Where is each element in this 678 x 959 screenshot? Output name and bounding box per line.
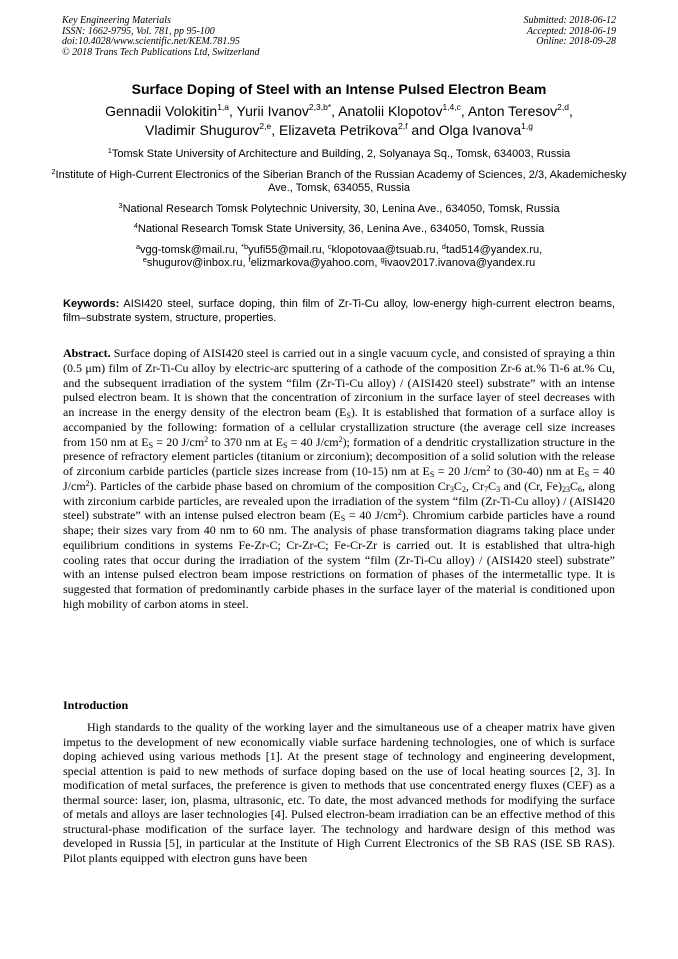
accepted-date: Accepted: 2018-06-19 [526,25,616,37]
email-address[interactable]: tad514@yandex.ru [445,243,540,256]
author-name: Olga Ivanova [438,122,522,138]
copyright-line: © 2018 Trans Tech Publications Ltd, Switzerland [62,46,260,58]
affiliation-text: National Research Tomsk State University, 36, Lenina Ave., 634050, Tomsk, Russia [137,223,545,235]
paper-title: Surface Doping of Steel with an Intense Pulsed Electron Beam [131,81,547,97]
email[interactable]: $^{*b}$yufi55@mail.ru [241,241,322,256]
author-sup: 1,4,c [442,102,461,112]
affiliation-text: Tomsk State University of Architecture and Building, 2, Solyanaya Sq., Tomsk, 634003, Russia [111,148,571,160]
author-name: Gennadii Volokitin [105,103,218,119]
journal-name: Key Engineering Materials [62,15,171,26]
email[interactable]: $^g$ivaov2017.ivanova@yandex.ru [380,255,536,269]
email-address[interactable]: shugurov@inbox.ru [146,257,243,269]
author: Gennadii Volokitin$^{1,a}$, [105,102,237,119]
author-sup: 1,g [521,121,533,131]
author-list [40,102,638,140]
affiliation-sup: 2 [51,166,56,176]
affiliation [50,223,628,237]
author: Anatolii Klopotov$^{1,4,c}$, [338,102,468,119]
email-address[interactable]: vgg-tomsk@mail.ru [140,243,235,256]
affiliation [50,166,628,196]
email-address[interactable]: klopotovaa@tsuab.ru [331,243,436,256]
keywords-text: AISI420 steel, surface doping, thin film of Zr-Ti-Cu alloy, low-energy high-current electron beams, film–substrate system, structure, properties. [63,298,615,324]
author-sup: 1,a [217,102,230,112]
author: Yurii Ivanov$^{2,3,b*}$, [236,102,339,119]
affiliation-sup: 3 [118,200,123,210]
author: Anton Teresov$^{2,d}$, [467,102,573,119]
publication-info [62,16,260,58]
affiliation [50,200,628,217]
author-name: Anton Teresov [467,103,558,119]
affiliation-text: National Research Tomsk Polytechnic University, 30, Lenina Ave., 634050, Tomsk, Russia [122,202,560,215]
email[interactable]: $^e$shugurov@inbox.ru [142,255,243,269]
email-address[interactable]: elizmarkova@yahoo.com [250,257,375,269]
author-sup: 2,f [398,121,408,131]
email[interactable]: $^f$elizmarkova@yahoo.com [248,255,375,269]
affiliation [50,148,628,162]
submitted-date: Submitted: 2018-06-12 [523,15,616,26]
introduction-paragraph: High standards to the quality of the working layer and the simultaneous use of a cheaper matrix have given impetus to the development of new economically viable surface hardening technologies, one of which is surface doping achieved using various methods [1]. At the present stage of technology and engineering development, special attention is paid to new methods of surface doping based on the use of local heating sources [2, 3]. In modification of metal surfaces, the preference is given to methods that use concentrated energy fluxes (CEF) as a thermal source: laser, ion, plasma, ultrasonic, etc. To date, the most advanced methods for modifying the surface of metals and alloys are laser technologies [4]. Pulsed electron-beam irradiation can be an effective method of this structural-phase modification of the surface layer. The technology and hardware design of this method was developed in Russia [5], in particular at the Institute of High Current Electronics of the SB RAS (ISE SB RAS). Pilot plants equipped with electron guns have been [63,720,615,865]
affiliation-text: Institute of High-Current Electronics of the Siberian Branch of the Russian Academy of Sciences, 2/3, Akademichesky Ave., Tomsk, 634055, Russia [55,168,627,194]
keywords-paragraph [63,298,615,325]
author-sup: 2,e [259,121,272,131]
introduction-heading: Introduction [63,698,129,712]
author-name: Yurii Ivanov [236,103,309,119]
author-sup: 2,d [557,102,569,112]
publication-dates [524,16,617,48]
abstract-label: Abstract. [63,346,111,360]
email-address[interactable]: yufi55@mail.ru [248,243,322,256]
keywords-label: Keywords: [63,298,120,310]
author-name: Elizaveta Petrikova [279,122,399,138]
author: Vladimir Shugurov$^{2,e}$, [145,121,279,138]
email[interactable]: $^c$klopotovaa@tsuab.ru [327,241,436,256]
doi-line: doi:10.4028/www.scientific.net/KEM.781.95 [62,36,240,47]
abstract-text: Surface doping of AISI420 steel is carried out in a single vacuum cycle, and consisted of spraying a thin (0.5 μm) film of Zr-Ti-Cu alloy by electric-arc sputtering of a cathode of the composition Zr-6 at.% Ti-6 at.% Cu, and the subsequent irradiation of the system “film (Zr-Ti-Cu alloy) / (AISI420 steel) substrate” with an intense pulsed electron beam. It is shown that the concentration of zirconium in the surface layer of steel decreases with an increase in the energy density of the electron beam $(E_S)$. It is established that formation of a surface alloy is accompanied by the following: formation of a cellular crystallization structure (the average cell size increases from 150 nm at $E_S = 20$ $J/cm^2$ to 370 nm at $E_S = 40$ $J/cm^2$); formation of a dendritic crystallization structure in the presence of refractory element particles (titanium or zirconium); decomposition of a solid solution with the release of zirconium carbide particles (particle sizes increase from (10-15) nm at $E_S = 20$ $J/cm^2$ to (30-40) nm at $E_S = 40$ $J/cm^2$). Particles of the carbide phase based on chromium of the composition $Cr_3C_2$, $Cr_7C_3$ and (Cr, $Fe)_{23}C_6$, along with zirconium carbide particles, are revealed upon the irradiation of the system “film (Zr-Ti-Cu alloy) / (AISI420 steel) substrate” with an intense pulsed electron beam ($E_S = 40$ $J/cm^2$). Chromium carbide particles have a round shape; their sizes vary from 40 nm to 60 nm. The analysis of phase transformation diagrams taking place under equilibrium conditions in systems Fe-Zr-C; Cr-Zr-C; Fe-Cr-Zr is carried out. It is established that ultra-high cooling rates that occur during the irradiation of the system “film (Zr-Ti-Cu alloy) / (AISI420 steel) substrate” with an intense pulsed electron beam impose restrictions on formation of phases of the intermetallic type. It is suggested that formation of predominantly carbide phases in the surface layer of the material is conditioned upon high mobility of carbon atoms in steel. [63,346,616,611]
online-date: Online: 2018-09-28 [536,36,616,47]
issn-line: ISSN: 1662-9795, Vol. 781, pp 95-100 [62,25,215,37]
author [439,122,533,138]
author-sup: 2,3,b* [308,102,332,112]
email-address[interactable]: ivaov2017.ivanova@yandex.ru [384,257,536,269]
email[interactable]: $^d$tad514@yandex.ru [441,241,540,256]
author: Elizaveta Petrikova$^{2,f}$ and [279,121,439,138]
affiliation-list [50,148,628,271]
author-name: Vladimir Shugurov [145,122,260,138]
abstract-paragraph [63,346,615,612]
affiliation-sup: 4 [133,221,138,230]
affiliation-sup: 1 [107,146,112,155]
email[interactable]: $^a$vgg-tomsk@mail.ru [135,241,235,256]
email-list: $^a$vgg-tomsk@mail.ru, $^{*b}$yufi55@mail.ru, $^c$klopotovaa@tsuab.ru, $^d$tad514@yandex.ru, $^e$shugurov@inbox.ru, $^f$elizmarkova@yahoo.com, $^g$ivaov2017.ivanova@yandex.ru [135,241,543,269]
author-name: Anatolii Klopotov [338,103,443,119]
